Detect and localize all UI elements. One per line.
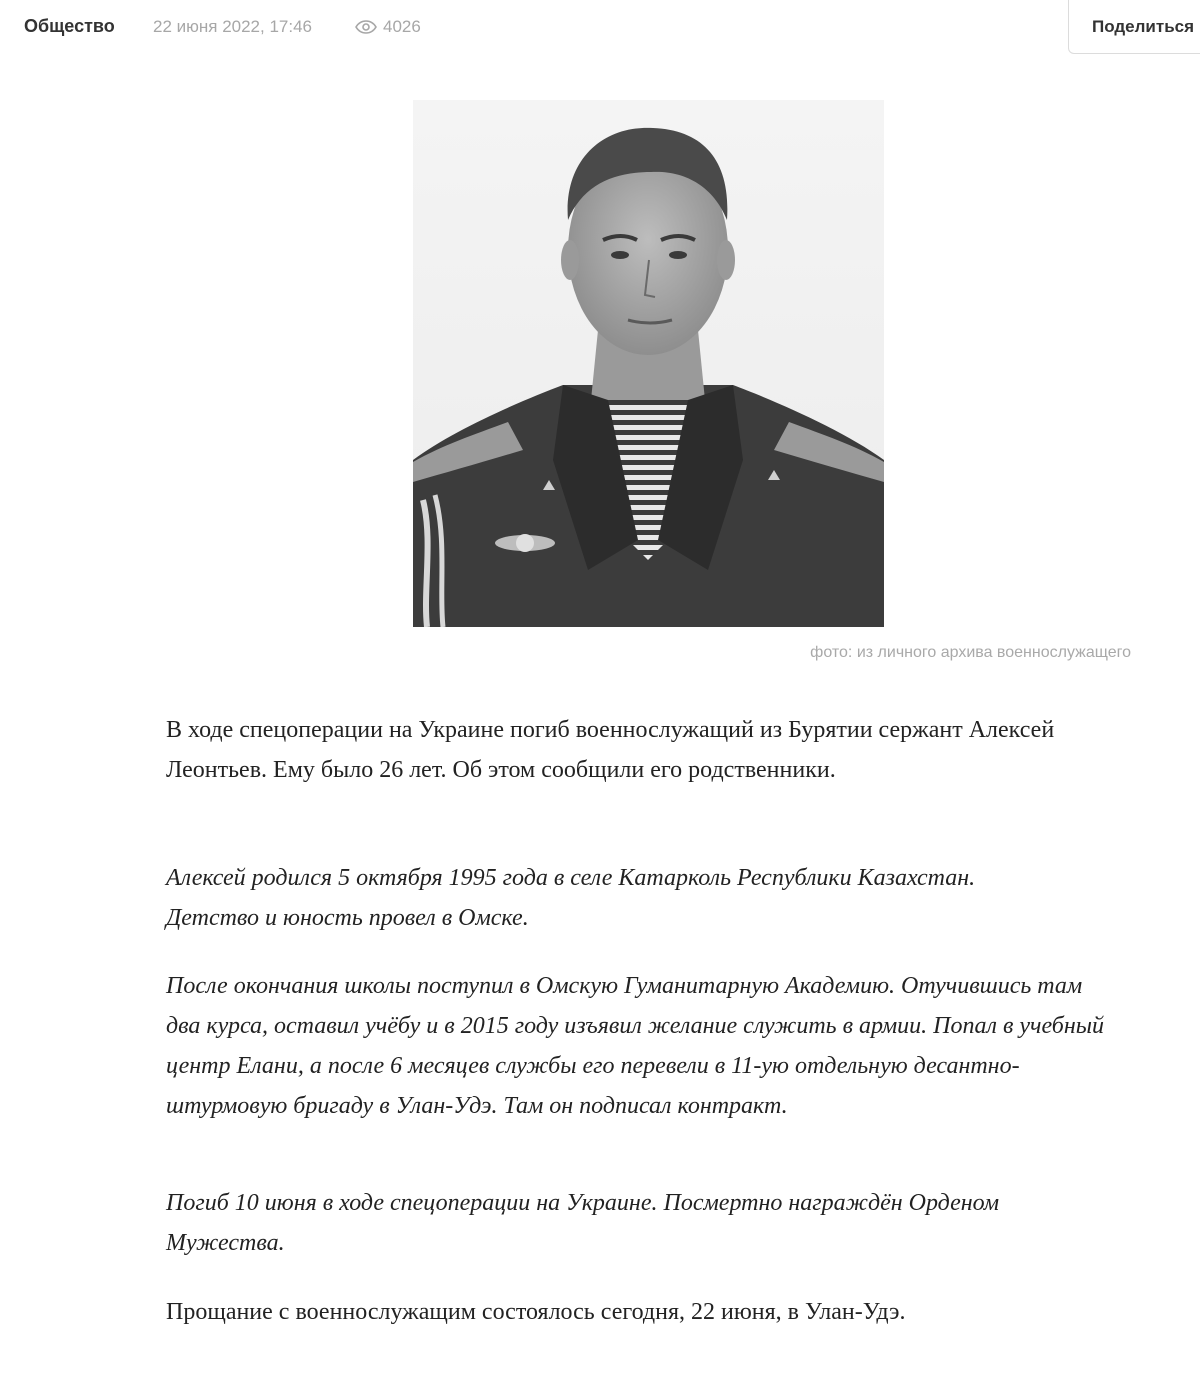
- views-count: 4026: [383, 17, 421, 36]
- article-photo: [413, 100, 884, 627]
- article-meta-bar: [0, 0, 1200, 56]
- publish-date: 22 июня 2022, 17:46: [153, 17, 313, 36]
- photo-caption: фото: из личного архива военнослужащего: [810, 644, 1131, 661]
- article-paragraph: Погиб 10 июня в ходе спецоперации на Украине. Посмертно награждён Орденом Мужества.: [166, 1190, 1000, 1256]
- article-paragraph: В ходе спецоперации на Украине погиб военнослужащий из Бурятии сержант Алексей Леонтьев. Ему было 26 лет. Об этом сообщили его родственники.: [166, 717, 1055, 783]
- article-paragraph: После окончания школы поступил в Омскую Гуманитарную Академию. Отучившись там два курса, оставил учёбу и в 2015 году изъявил желание служить в армии. Попал в учебный центр Елани, а после 6 месяцев службы его перевели в 11-ую отдельную десантно-штурмовую бригаду в Улан-Удэ. Там он подписал контракт.: [166, 973, 1105, 1119]
- article-paragraph: Прощание с военнослужащим состоялось сегодня, 22 июня, в Улан-Удэ.: [166, 1299, 906, 1325]
- rubric-link[interactable]: Общество: [24, 16, 115, 36]
- views-counter: [355, 17, 421, 37]
- article-paragraph: Алексей родился 5 октября 1995 года в селе Катарколь Республики Казахстан. Детство и юность провел в Омске.: [166, 865, 976, 931]
- eye-icon: [355, 20, 377, 34]
- share-button[interactable]: Поделиться: [1068, 0, 1200, 54]
